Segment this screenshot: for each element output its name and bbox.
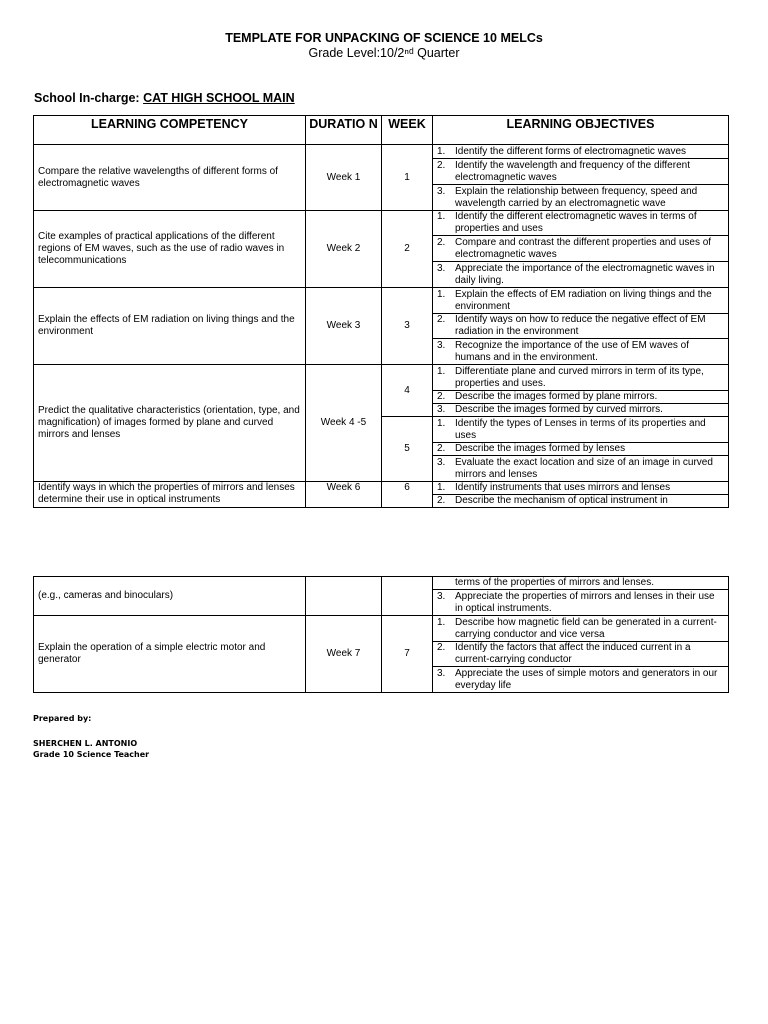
objective-number: 3. [437,339,446,351]
objective-item [433,288,729,314]
objective-text: Appreciate the importance of the electromagnetic waves in daily living. [455,262,715,286]
school-in-charge [34,91,295,105]
week-cell: 5 [382,417,433,482]
objective-number: 1. [437,211,446,222]
table-row [34,288,729,314]
table-row [34,211,729,236]
melc-table-continued [33,576,729,693]
objective-text: Identify the types of Lenses in terms of its properties and uses [455,417,706,441]
objective-item [433,404,729,417]
objective-text: Describe the mechanism of optical instrument in [455,495,668,506]
objective-item [433,417,729,443]
table-header-row [34,116,729,145]
teacher-name: SHERCHEN L. ANTONIO [33,739,138,748]
objective-item [433,642,729,667]
objective-text: Identify instruments that uses mirrors and lenses [455,482,671,493]
col-header-week: WEEK [382,116,433,145]
col-header-objectives: LEARNING OBJECTIVES [433,116,729,145]
week-cell [382,577,433,616]
week-cell: 4 [382,365,433,417]
objective-number: 1. [437,616,446,628]
week-cell: 3 [382,288,433,365]
objective-number: 2. [437,314,446,325]
objective-number: 3. [437,185,446,197]
objective-number: 3. [437,667,446,679]
objective-text: Describe the images formed by lenses [455,443,626,454]
competency-cell: Cite examples of practical applications of the different regions of EM waves, such as the use of radio waves in telecommunications [34,211,306,288]
objective-text: Explain the relationship between frequency, speed and wavelength carried by an electromagnetic wave [455,185,698,209]
objective-text: Differentiate plane and curved mirrors in term of its type, properties and uses. [455,365,704,389]
objective-item [433,185,729,211]
table-row [34,145,729,159]
objective-number: 3. [437,404,446,415]
week-cell: 7 [382,616,433,693]
competency-cell: (e.g., cameras and binoculars) [34,577,306,616]
objective-item [433,339,729,365]
objective-item [433,211,729,236]
competency-cell: Identify ways in which the properties of mirrors and lenses determine their use in optical instruments [34,482,306,508]
objective-item [433,391,729,404]
objective-text: Identify the factors that affect the induced current in a current-carrying conductor [455,642,691,665]
objective-item [433,590,729,616]
objective-number: 3. [437,456,446,468]
objective-text: Appreciate the uses of simple motors and generators in our everyday life [455,667,718,691]
competency-cell: Predict the qualitative characteristics (orientation, type, and magnification) of images formed by plane and curved mirrors and lenses [34,365,306,482]
objective-item [433,667,729,693]
table-row [34,482,729,495]
objective-text: Identify the wavelength and frequency of the different electromagnetic waves [455,159,690,183]
objective-number: 1. [437,145,446,157]
objective-text: terms of the properties of mirrors and lenses. [455,577,654,588]
duration-cell: Week 4 -5 [306,365,382,482]
objective-text: Appreciate the properties of mirrors and lenses in their use in optical instruments. [455,590,715,614]
objective-text: Compare and contrast the different properties and uses of electromagnetic waves [455,236,712,260]
objective-text: Evaluate the exact location and size of an image in curved mirrors and lenses [455,456,713,480]
duration-cell: Week 3 [306,288,382,365]
objective-item [433,262,729,288]
competency-cell: Compare the relative wavelengths of different forms of electromagnetic waves [34,145,306,211]
duration-cell: Week 6 [306,482,382,508]
duration-cell [306,577,382,616]
objective-item [433,616,729,642]
week-cell: 1 [382,145,433,211]
competency-cell: Explain the operation of a simple electric motor and generator [34,616,306,693]
objective-number: 2. [437,495,446,506]
competency-cell: Explain the effects of EM radiation on living things and the environment [34,288,306,365]
objective-number: 1. [437,365,446,377]
objective-text: Recognize the importance of the use of EM waves of humans and in the environment. [455,339,690,363]
objective-item [433,365,729,391]
melc-table [33,115,729,508]
table-row [34,616,729,642]
prepared-by-label: Prepared by: [33,714,92,723]
objective-number: 2. [437,642,446,653]
objective-item [433,145,729,159]
duration-cell: Week 1 [306,145,382,211]
duration-cell: Week 2 [306,211,382,288]
objective-item [433,495,729,508]
objective-item [433,314,729,339]
objective-number: 1. [437,482,446,493]
objective-number: 2. [437,391,446,402]
col-header-duration: DURATIO N [306,116,382,145]
objective-item [433,159,729,185]
objective-number: 2. [437,443,446,454]
week-cell: 2 [382,211,433,288]
objective-number: 3. [437,590,446,602]
duration-cell: Week 7 [306,616,382,693]
objective-text: Identify the different forms of electromagnetic waves [455,145,687,157]
objective-number: 2. [437,236,446,248]
week-cell: 6 [382,482,433,508]
objective-text: Identify ways on how to reduce the negative effect of EM radiation in the environment [455,314,706,337]
objective-text: Describe the images formed by curved mirrors. [455,404,663,415]
col-header-competency: LEARNING COMPETENCY [34,116,306,145]
objective-number: 3. [437,262,446,274]
document-title: TEMPLATE FOR UNPACKING OF SCIENCE 10 MELCs [225,31,543,45]
objective-number: 2. [437,159,446,171]
objective-number: 1. [437,417,446,429]
objective-number: 1. [437,288,446,300]
table-row [34,365,729,391]
table-row [34,577,729,590]
school-name: CAT HIGH SCHOOL MAIN [143,91,295,105]
teacher-position: Grade 10 Science Teacher [33,750,150,759]
objective-item [433,482,729,495]
objective-item [433,456,729,482]
objective-text: Explain the effects of EM radiation on living things and the environment [455,288,712,312]
school-label: School In-charge: [34,91,140,105]
objective-item [433,577,729,590]
objective-item [433,443,729,456]
objective-text: Describe how magnetic field can be generated in a current-carrying conductor and vice versa [455,616,717,640]
grade-level: Grade Level:10/2ⁿᵈ Quarter [308,46,460,60]
objective-item [433,236,729,262]
objective-text: Identify the different electromagnetic waves in terms of properties and uses [455,211,697,234]
objective-text: Describe the images formed by plane mirrors. [455,391,658,402]
